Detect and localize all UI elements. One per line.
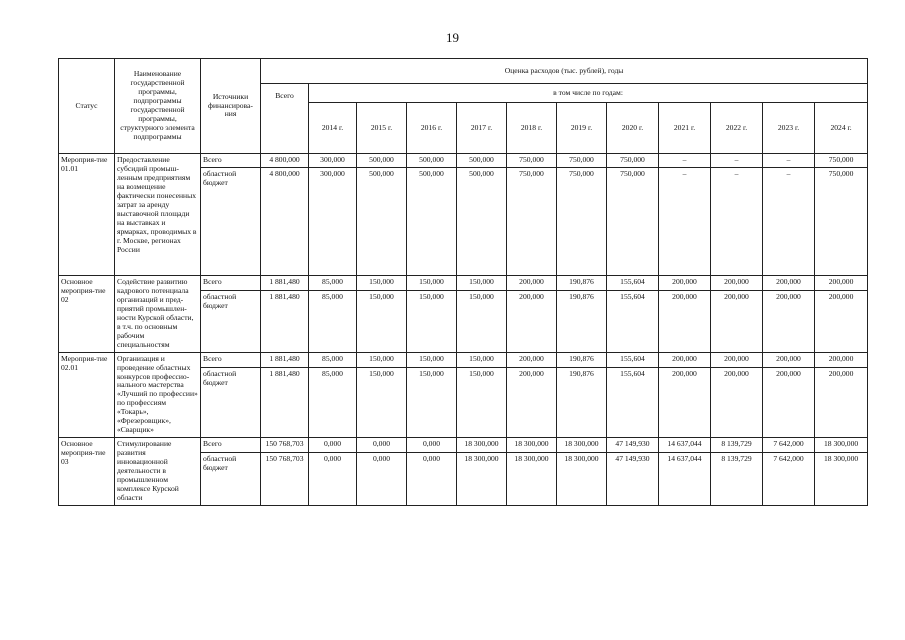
row-status: Мероприя-тие 01.01 bbox=[59, 154, 115, 276]
row-year-value: 750,000 bbox=[607, 154, 659, 168]
row-year-value: 500,000 bbox=[457, 154, 507, 168]
row-year-value: 200,000 bbox=[507, 352, 557, 367]
row-year-value: 190,876 bbox=[557, 276, 607, 291]
row-year-value: 750,000 bbox=[557, 168, 607, 276]
row-year-value: 47 149,930 bbox=[607, 438, 659, 452]
row-year-value: 500,000 bbox=[357, 168, 407, 276]
row-total: 1 881,480 bbox=[261, 290, 309, 352]
header-year: 2021 г. bbox=[659, 103, 711, 154]
row-year-value: 500,000 bbox=[407, 168, 457, 276]
row-year-value: 200,000 bbox=[507, 367, 557, 438]
row-year-value: 200,000 bbox=[659, 367, 711, 438]
row-year-value: 18 300,000 bbox=[557, 452, 607, 505]
header-estimate: Оценка расходов (тыс. рублей), годы bbox=[261, 59, 868, 84]
row-source: Всего bbox=[201, 276, 261, 291]
row-year-value: 18 300,000 bbox=[457, 452, 507, 505]
header-total: Всего bbox=[261, 84, 309, 154]
row-year-value: 0,000 bbox=[357, 452, 407, 505]
row-year-value: 190,876 bbox=[557, 352, 607, 367]
row-year-value: 150,000 bbox=[407, 290, 457, 352]
row-status: Мероприя-тие 02.01 bbox=[59, 352, 115, 438]
row-year-value: 750,000 bbox=[507, 168, 557, 276]
row-year-value: – bbox=[659, 154, 711, 168]
table-row bbox=[59, 154, 868, 168]
row-year-value: 150,000 bbox=[407, 367, 457, 438]
row-year-value: 750,000 bbox=[507, 154, 557, 168]
row-status: Основное мероприя-тие 03 bbox=[59, 438, 115, 506]
row-year-value: – bbox=[711, 168, 763, 276]
row-year-value: 150,000 bbox=[457, 352, 507, 367]
row-year-value: 300,000 bbox=[309, 168, 357, 276]
row-name: Предоставление субсидий промыш-ленным предприятиям на возмещение фактически понесенных затрат за аренду выставочной площади на выставках и ярмарках, проводимых в г. Москве, регионах России bbox=[115, 154, 201, 276]
row-status: Основное мероприя-тие 02 bbox=[59, 276, 115, 353]
table-body bbox=[59, 154, 868, 506]
row-year-value: 7 642,000 bbox=[763, 452, 815, 505]
row-year-value: 200,000 bbox=[659, 290, 711, 352]
row-year-value: 750,000 bbox=[815, 168, 868, 276]
header-year: 2019 г. bbox=[557, 103, 607, 154]
row-year-value: 155,604 bbox=[607, 290, 659, 352]
row-year-value: 0,000 bbox=[309, 452, 357, 505]
row-year-value: 200,000 bbox=[507, 290, 557, 352]
row-source: областной бюджет bbox=[201, 452, 261, 505]
row-year-value: – bbox=[659, 168, 711, 276]
row-year-value: 150,000 bbox=[357, 290, 407, 352]
row-total: 4 800,000 bbox=[261, 168, 309, 276]
row-total: 150 768,703 bbox=[261, 452, 309, 505]
row-year-value: 85,000 bbox=[309, 276, 357, 291]
row-year-value: 18 300,000 bbox=[507, 452, 557, 505]
header-by-years: в том числе по годам: bbox=[309, 84, 868, 103]
row-year-value: 150,000 bbox=[457, 367, 507, 438]
header-year: 2023 г. bbox=[763, 103, 815, 154]
row-year-value: 190,876 bbox=[557, 290, 607, 352]
row-year-value: 0,000 bbox=[309, 438, 357, 452]
row-source: Всего bbox=[201, 154, 261, 168]
page-number: 19 bbox=[446, 30, 459, 45]
row-year-value: 200,000 bbox=[815, 367, 868, 438]
row-year-value: 500,000 bbox=[357, 154, 407, 168]
row-source: областной бюджет bbox=[201, 290, 261, 352]
row-year-value: – bbox=[763, 168, 815, 276]
row-source: областной бюджет bbox=[201, 367, 261, 438]
row-total: 1 881,480 bbox=[261, 367, 309, 438]
row-year-value: – bbox=[763, 154, 815, 168]
row-total: 150 768,703 bbox=[261, 438, 309, 452]
header-year: 2016 г. bbox=[407, 103, 457, 154]
table-row bbox=[59, 276, 868, 291]
row-year-value: 150,000 bbox=[457, 290, 507, 352]
row-year-value: 200,000 bbox=[815, 276, 868, 291]
row-year-value: 150,000 bbox=[407, 276, 457, 291]
row-year-value: 8 139,729 bbox=[711, 452, 763, 505]
row-year-value: 0,000 bbox=[357, 438, 407, 452]
row-year-value: 14 637,044 bbox=[659, 438, 711, 452]
row-total: 1 881,480 bbox=[261, 276, 309, 291]
row-year-value: 0,000 bbox=[407, 438, 457, 452]
row-year-value: 200,000 bbox=[815, 290, 868, 352]
row-year-value: 155,604 bbox=[607, 276, 659, 291]
row-year-value: 155,604 bbox=[607, 352, 659, 367]
header-name: Наименование государственной программы, подпрограммы государственной программы, структурного элемента подпрограммы bbox=[115, 59, 201, 154]
row-year-value: 200,000 bbox=[815, 352, 868, 367]
row-year-value: 85,000 bbox=[309, 290, 357, 352]
row-year-value: 18 300,000 bbox=[457, 438, 507, 452]
row-year-value: 200,000 bbox=[659, 352, 711, 367]
row-year-value: 200,000 bbox=[711, 276, 763, 291]
row-year-value: 200,000 bbox=[711, 367, 763, 438]
row-year-value: 150,000 bbox=[407, 352, 457, 367]
row-year-value: 500,000 bbox=[457, 168, 507, 276]
row-year-value: 150,000 bbox=[457, 276, 507, 291]
table-header bbox=[59, 59, 868, 154]
row-year-value: 200,000 bbox=[507, 276, 557, 291]
row-year-value: 200,000 bbox=[763, 352, 815, 367]
row-year-value: 200,000 bbox=[711, 352, 763, 367]
row-year-value: 750,000 bbox=[815, 154, 868, 168]
budget-table bbox=[58, 58, 868, 506]
row-year-value: 85,000 bbox=[309, 367, 357, 438]
table-row bbox=[59, 438, 868, 452]
row-year-value: 7 642,000 bbox=[763, 438, 815, 452]
row-year-value: 155,604 bbox=[607, 367, 659, 438]
row-year-value: 47 149,930 bbox=[607, 452, 659, 505]
row-year-value: 200,000 bbox=[763, 367, 815, 438]
header-year: 2018 г. bbox=[507, 103, 557, 154]
row-name: Стимулирование развития инновационной деятельности в промышленном комплексе Курской области bbox=[115, 438, 201, 506]
header-year: 2024 г. bbox=[815, 103, 868, 154]
row-total: 1 881,480 bbox=[261, 352, 309, 367]
row-year-value: 200,000 bbox=[659, 276, 711, 291]
header-year: 2022 г. bbox=[711, 103, 763, 154]
row-year-value: 0,000 bbox=[407, 452, 457, 505]
header-year: 2015 г. bbox=[357, 103, 407, 154]
table-row bbox=[59, 352, 868, 367]
row-source: областной бюджет bbox=[201, 168, 261, 276]
row-year-value: 300,000 bbox=[309, 154, 357, 168]
row-year-value: 200,000 bbox=[763, 290, 815, 352]
row-total: 4 800,000 bbox=[261, 154, 309, 168]
header-source: Источники финансирова-ния bbox=[201, 59, 261, 154]
row-name: Содействие развитию кадрового потенциала организаций и пред-приятий промышлен-ности Курской области, в т.ч. по основным рабочим специальностям bbox=[115, 276, 201, 353]
row-name: Организация и проведение областных конкурсов профессио-нального мастерства «Лучший по профессии» по профессиям «Токарь», «Фрезеровщик», «Сварщик» bbox=[115, 352, 201, 438]
row-year-value: 14 637,044 bbox=[659, 452, 711, 505]
row-year-value: 85,000 bbox=[309, 352, 357, 367]
row-year-value: 190,876 bbox=[557, 367, 607, 438]
header-year: 2020 г. bbox=[607, 103, 659, 154]
row-year-value: 750,000 bbox=[607, 168, 659, 276]
row-source: Всего bbox=[201, 352, 261, 367]
row-year-value: – bbox=[711, 154, 763, 168]
row-year-value: 200,000 bbox=[711, 290, 763, 352]
header-year: 2017 г. bbox=[457, 103, 507, 154]
row-year-value: 18 300,000 bbox=[507, 438, 557, 452]
row-year-value: 18 300,000 bbox=[815, 438, 868, 452]
row-year-value: 750,000 bbox=[557, 154, 607, 168]
row-source: Всего bbox=[201, 438, 261, 452]
row-year-value: 200,000 bbox=[763, 276, 815, 291]
row-year-value: 150,000 bbox=[357, 367, 407, 438]
row-year-value: 150,000 bbox=[357, 352, 407, 367]
row-year-value: 18 300,000 bbox=[815, 452, 868, 505]
row-year-value: 150,000 bbox=[357, 276, 407, 291]
header-year: 2014 г. bbox=[309, 103, 357, 154]
header-status: Статус bbox=[59, 59, 115, 154]
row-year-value: 18 300,000 bbox=[557, 438, 607, 452]
row-year-value: 500,000 bbox=[407, 154, 457, 168]
row-year-value: 8 139,729 bbox=[711, 438, 763, 452]
